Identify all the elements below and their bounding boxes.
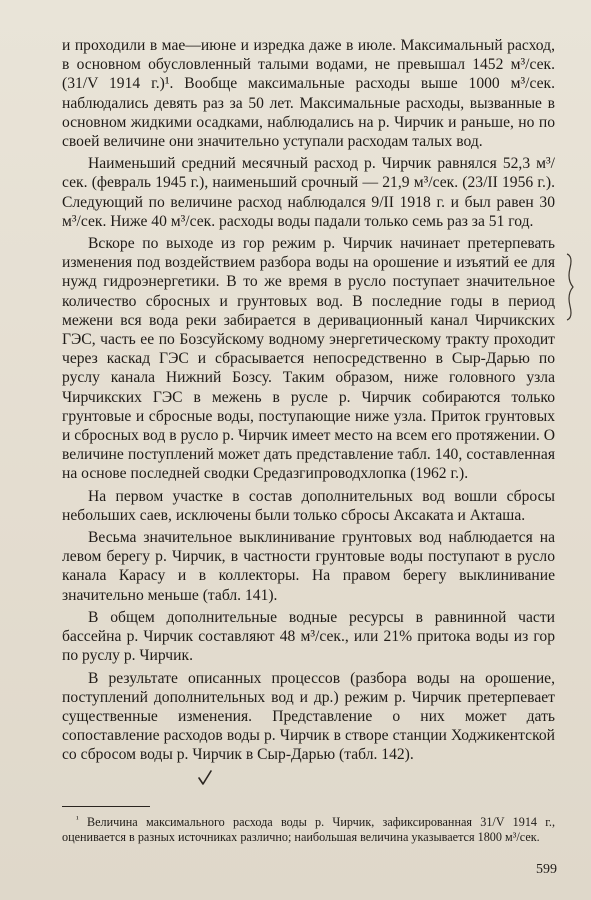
paragraph-regime-changes: Вскоре по выходе из гор режим р. Чирчик начинает претерпевать изменения под воздействием разбора воды на орошение и изъятий ее для нужд гидроэнергетики. В то же время в русло поступает значительное количество сбросных и грунтовых вод. В последние годы в период межени вся вода реки забирается в деривационный канал Чирчикских ГЭС, часть ее по Бозсуйскому водному энергетическому тракту проходит через каскад ГЭС и сбрасывается непосредственно в Сыр-Дарью по руслу канала Нижний Бозсу. Таким образом, ниже головного узла Чирчикских ГЭС в межень в русле р. Чирчик собираются только грунтовые и сбросные воды, поступающие ниже узла. Приток грунтовых и сбросных вод в русло р. Чирчик имеет место на всем его протяжении. О величине поступлений может дать представление табл. 140, составленная на основе последней сводки Средазгипроводхлопка (1962 г.). — [62, 235, 555, 483]
margin-bracket-mark — [563, 252, 577, 322]
page-number: 599 — [536, 862, 557, 877]
footnote-divider — [62, 806, 150, 807]
paragraph-comparison: В результате описанных процессов (разбора воды на орошение, поступлений дополнительных вод и др.) режим р. Чирчик претерпевает существенные изменения. Представление о них может дать сопоставление расходов воды р. Чирчик в створе станции Ходжикентской со сбросом воды р. Чирчик в Сыр-Дарью (табл. 142). — [62, 669, 555, 764]
main-text — [62, 36, 555, 768]
paragraph-min-discharge: Наименьший средний месячный расход р. Чирчик равнялся 52,3 м³/сек. (февраль 1945 г.), наименьший срочный — 21,9 м³/сек. (23/II 1956 г.). Следующий по величине расход наблюдался 9/II 1918 г. и был равен 30 м³/сек. Ниже 40 м³/сек. расходы воды падали только семь раз за 51 год. — [62, 155, 555, 230]
footnote-marker: ¹ — [76, 814, 79, 824]
footnote — [62, 812, 555, 846]
paragraph-additional-resources: В общем дополнительные водные ресурсы в равнинной части бассейна р. Чирчик составляют 48 м³/сек., или 21% притока воды из гор по руслу р. Чирчик. — [62, 608, 555, 665]
paragraph-first-section: На первом участке в состав дополнительных вод вошли сбросы небольших саев, исключены были только сбросы Аксаката и Акташа. — [62, 487, 555, 524]
paragraph-continuation: и проходили в мае—июне и изредка даже в июле. Максимальный расход, в основном обусловленный талыми водами, не превышал 1452 м³/сек. (31/V 1914 г.)¹. Вообще максимальные расходы выше 1000 м³/сек. наблюдались девять раз за 50 лет. Максимальные расходы, вызванные в основном жидкими осадками, наблюдались на р. Чирчик и раньше, но по своей величине они значительно уступали расходам талых вод. — [62, 37, 555, 151]
check-mark-icon — [198, 770, 212, 786]
footnote-text: Величина максимального расхода воды р. Чирчик, зафиксированная 31/V 1914 г., оценивается в разных источниках различно; наибольшая величина указывается 1800 м³/сек. — [62, 815, 555, 845]
paragraph-groundwater: Весьма значительное выклинивание грунтовых вод наблюдается на левом берегу р. Чирчик, в частности грунтовые воды поступают в русло канала Карасу и в коллекторы. На правом берегу выклинивание значительно меньше (табл. 141). — [62, 529, 555, 604]
